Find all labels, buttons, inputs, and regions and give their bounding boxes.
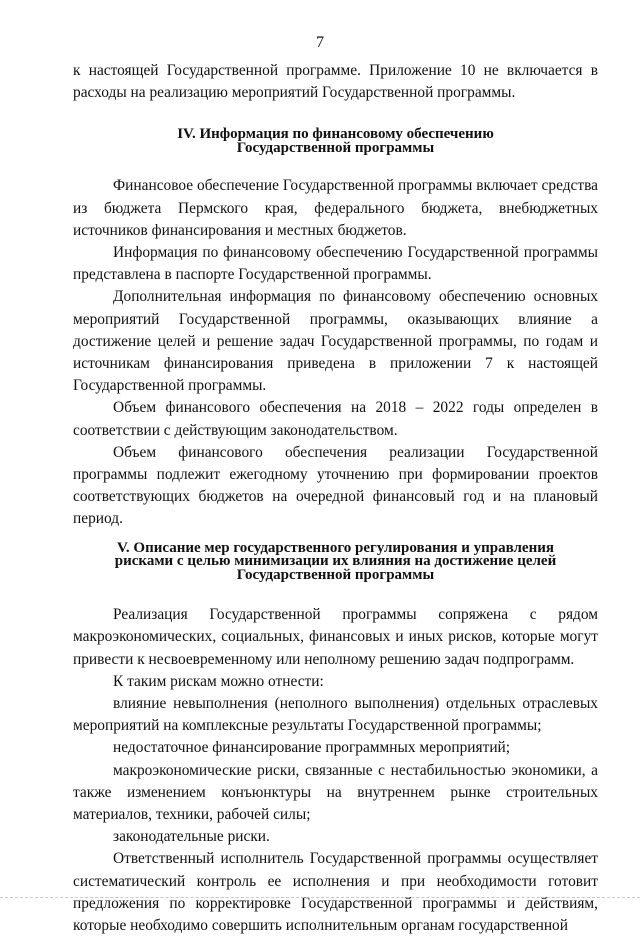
section-4-title-line-1: IV. Информация по финансовому обеспечению	[177, 126, 494, 143]
section-5-heading	[73, 539, 598, 583]
section-5-paragraph: Ответственный исполнитель Государственной программы осуществляет систематический контроль ее исполнения и при необходимости готовит предложения по корректировке Государственной программы и действиям, которые необходимо совершить исполнительным органам государственной	[73, 850, 598, 934]
page-number: 7	[316, 34, 324, 51]
risk-item: законодательные риски.	[113, 828, 270, 846]
risk-item: макроэкономические риски, связанные с нестабильностью экономики, а также изменением конъюнктуры на внутреннем рынке строительных материалов, техники, рабочей силы;	[73, 761, 598, 823]
intro-paragraph: к настоящей Государственной программе. Приложение 10 не включается в расходы на реализацию мероприятий Государственной программы.	[73, 62, 598, 102]
section-4-paragraph: Объем финансового обеспечения на 2018 – 2022 годы определен в соответствии с действующим законодательством.	[73, 399, 598, 439]
section-4-heading	[73, 128, 598, 155]
section-5-paragraph: К таким рискам можно отнести:	[113, 672, 324, 690]
document-body	[73, 60, 598, 937]
section-5-title-line-3: Государственной программы	[236, 566, 435, 583]
section-4-title-line-2: Государственной программы	[236, 139, 435, 156]
section-4-paragraph: Объем финансового обеспечения реализации Государственной программы подлежит ежегодному уточнению при формировании проектов соответствующих бюджетов на очередной финансовый год и на плановый период.	[73, 443, 598, 528]
risk-item: влияние невыполнения (неполного выполнения) отдельных отраслевых мероприятий на комплексные результаты Государственной программы;	[73, 694, 598, 735]
section-4-paragraph: Финансовое обеспечение Государственной программы включает средства из бюджета Пермского края, федерального бюджета, внебюджетных источников финансирования и местных бюджетов.	[73, 177, 598, 239]
section-4-paragraph: Информация по финансовому обеспечению Государственной программы представлена в паспорте Государственной программы.	[73, 244, 598, 284]
section-5-paragraph: Реализация Государственной программы сопряжена с рядом макроэкономических, социальных, финансовых и иных рисков, которые могут привести к несвоевременному или неполному решению задач подпрограмм.	[73, 606, 598, 668]
section-4-paragraph: Дополнительная информация по финансовому обеспечению основных мероприятий Государственной программы, оказывающих влияние а достижение целей и решение задач Государственной программы, по годам и источникам финансирования приведена в приложении 7 к настоящей Государственной программы.	[73, 288, 598, 395]
section-5-title-line-1: V. Описание мер государственного регулирования и управления	[117, 539, 554, 556]
section-5-title-line-2: рисками с целью минимизации их влияния на достижение целей	[114, 553, 557, 570]
page-bottom-edge	[0, 897, 640, 898]
risk-item: недостаточное финансирование программных мероприятий;	[113, 739, 511, 757]
